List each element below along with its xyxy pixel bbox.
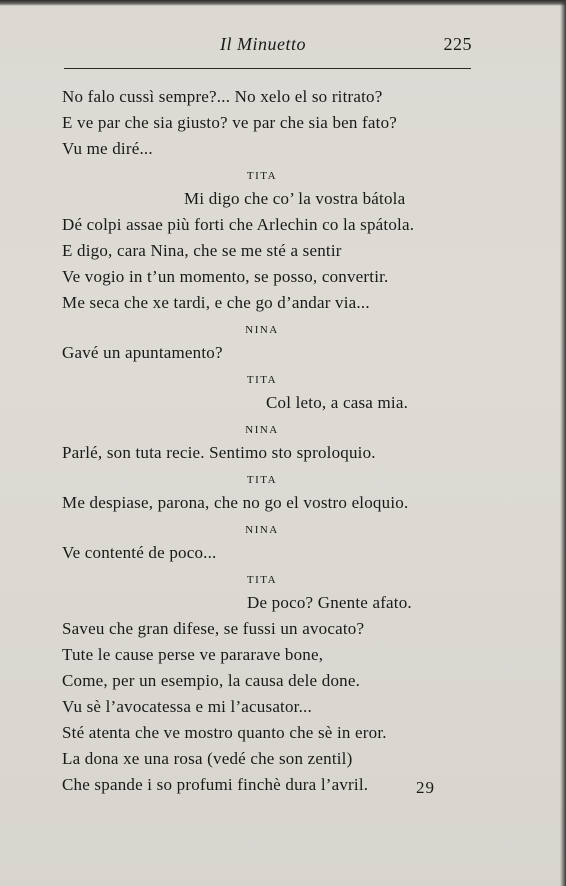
header-rule [64,68,471,69]
speaker-name: TITA [246,374,278,386]
verse-line: Ve vogio in t’un momento, se posso, convertir. [62,267,389,286]
page-number: 225 [443,34,472,54]
speaker-name: NINA [245,524,279,536]
running-title: Il Minuetto [220,34,306,54]
signature-mark: 29 [416,778,435,797]
verse-line: Me seca che xe tardi, e che go d’andar via... [62,293,370,312]
verse-line: Sté atenta che ve mostro quanto che sè in eror. [62,723,387,742]
verse-line: Tute le cause perse ve pararave bone, [62,645,324,664]
verse-line: Parlé, son tuta recie. Sentimo sto sproloquio. [62,443,376,462]
speaker-name: TITA [246,474,278,486]
verse-line: Me despiase, parona, che no go el vostro eloquio. [62,493,409,512]
verse-line: Gavé un apuntamento? [62,343,223,362]
speaker-name: NINA [245,424,279,436]
verse-line: Ve contenté de poco... [62,543,217,562]
verse-text [62,84,482,798]
speaker-name: TITA [246,574,278,586]
page-top-edge [0,0,566,6]
verse-line: De poco? Gnente afato. [247,593,412,612]
verse-line: Come, per un esempio, la causa dele done. [62,671,361,690]
verse-line: Dé colpi assae più forti che Arlechin co la spátola. [62,215,415,234]
verse-line: Saveu che gran difese, se fussi un avocato? [62,619,365,638]
verse-line: Vu sè l’avocatessa e mi l’acusator... [62,697,312,716]
verse-line: E digo, cara Nina, che se me sté a sentir [62,241,342,260]
verse-line: Che spande i so profumi finchè dura l’avril. [62,775,369,794]
verse-line: E ve par che sia giusto? ve par che sia ben fato? [62,113,398,132]
page-right-edge [560,0,566,886]
verse-line: Mi digo che co’ la vostra bátola [184,189,406,208]
verse-line: Vu me diré... [62,139,153,158]
verse-line: No falo cussì sempre?... No xelo el so ritrato? [62,87,383,106]
speaker-name: NINA [245,324,279,336]
speaker-name: TITA [246,170,278,182]
verse-line: La dona xe una rosa (vedé che son zentil) [62,749,353,768]
running-head [60,34,472,58]
verse-line: Col leto, a casa mia. [266,393,409,412]
